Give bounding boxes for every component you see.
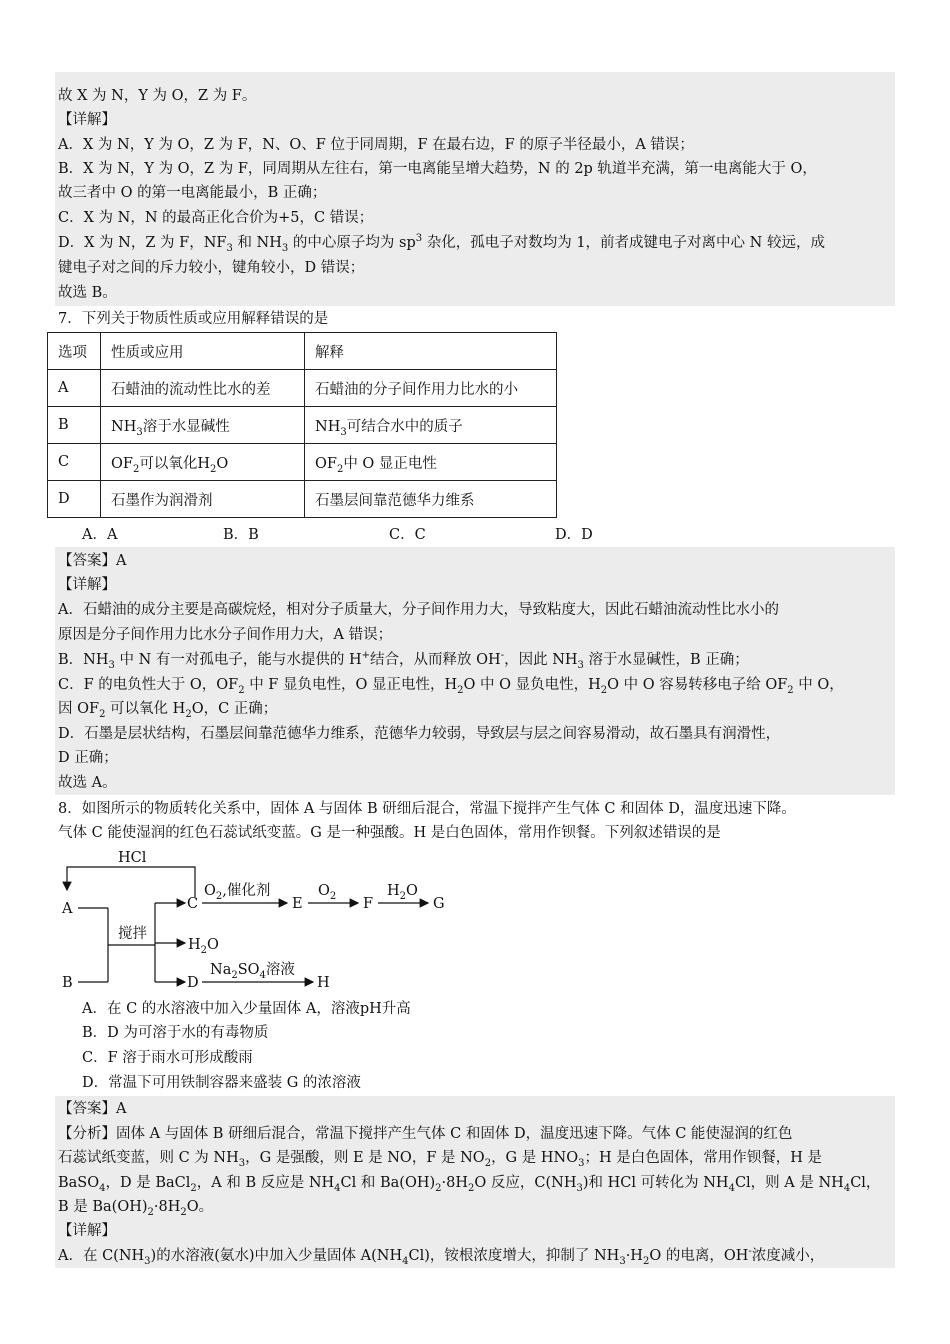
q8-stem-1: 8．如图所示的物质转化关系中，固体 A 与固体 B 研细后混合，常温下搅拌产生气体 C 和固体 D，温度迅速下降。 <box>58 801 796 817</box>
table-row <box>48 407 557 444</box>
prev-solution-line: 故 X 为 N，Y 为 O，Z 为 F。 <box>58 88 257 104</box>
q8-choice-b: B．D 为可溶于水的有毒物质 <box>82 1025 269 1041</box>
node-c: C <box>187 896 199 912</box>
table-row <box>48 444 557 481</box>
q8-choice-d: D．常温下可用铁制容器来盛装 G 的浓溶液 <box>82 1075 361 1091</box>
q7-detail-b: B．$NH_3$ 中 N 有一对孤电子，能与水提供的 H+结合，从而释放 OH-，因此 $NH_3$ 溶于水显碱性，B 正确； <box>58 650 749 671</box>
node-e: E <box>292 896 303 912</box>
table-cell: $OF_2$可以氧化$H_2O$ <box>101 444 305 481</box>
q7-stem: 7．下列关于物质性质或应用解释错误的是 <box>58 311 329 327</box>
table-cell: 石蜡油的分子间作用力比水的小 <box>305 370 557 407</box>
q7-detail-label: 【详解】 <box>58 577 116 593</box>
table-cell: D <box>48 481 101 518</box>
q8-choice-c: C．F 溶于雨水可形成酸雨 <box>82 1050 253 1066</box>
q8-choice-a: A．在 C 的水溶液中加入少量固体 A，溶液pH升高 <box>82 1001 411 1017</box>
q8-analysis-2: 石蕊试纸变蓝，则 C 为 $NH_3$，G 是强酸，则 E 是 NO，F 是 $NO_2$，G 是 $HNO_3$；H 是白色固体，常用作钡餐，H 是 <box>58 1150 822 1169</box>
table-cell: $NH_3$可结合水中的质子 <box>305 407 557 444</box>
node-a: A <box>62 901 73 917</box>
q7-answer: 【答案】A <box>58 553 127 569</box>
node-f: F <box>363 896 374 912</box>
node-h2o: $H_2O$ <box>188 937 219 956</box>
q7-detail-c-2: 因 $OF_2$ 可以氧化 $H_2O$，C 正确； <box>58 701 278 720</box>
hcl-arrow-line <box>67 867 195 897</box>
q7-detail-a-1: A．石蜡油的成分主要是高碳烷烃，相对分子质量大，分子间作用力大，导致粘度大，因此石蜡油流动性比水小的 <box>58 602 779 618</box>
na2so4-label: $Na_2SO_4$溶液 <box>210 962 295 981</box>
table-header-property: 性质或应用 <box>101 333 305 370</box>
q8-detail-label: 【详解】 <box>58 1223 116 1239</box>
prev-option-b-2: 故三者中 O 的第一电离能最小，B 正确； <box>58 185 327 201</box>
table-cell: 石墨层间靠范德华力维系 <box>305 481 557 518</box>
q7-detail-a-2: 原因是分子间作用力比水分子间作用力大，A 错误； <box>58 627 393 643</box>
q8-detail-a: A．在 $C(NH_3)$的水溶液(氨水)中加入少量固体 $A(NH_4Cl)$，铵根浓度增大，抑制了 $NH_3\cdot H_2O$ 的电离，OH-浓度减小， <box>58 1246 825 1267</box>
q7-conclusion: 故选 A。 <box>58 775 117 791</box>
q8-answer: 【答案】A <box>58 1101 127 1117</box>
table-header-option: 选项 <box>48 333 101 370</box>
detail-label: 【详解】 <box>58 112 116 128</box>
q7-detail-d-1: D．石墨是层状结构，石墨层间靠范德华力维系，范德华力较弱，导致层与层之间容易滑动，故石墨具有润滑性， <box>58 726 781 742</box>
prev-conclusion: 故选 B。 <box>58 285 117 301</box>
table-row <box>48 333 557 370</box>
q7-choice-d: D．D <box>555 527 593 543</box>
table-header-explanation: 解释 <box>305 333 557 370</box>
table-row <box>48 370 557 407</box>
table-cell: C <box>48 444 101 481</box>
o2-label: $O_2$ <box>318 883 337 902</box>
prev-option-a: A．X 为 N，Y 为 O，Z 为 F，N、O、F 位于同周期，F 在最右边，F 的原子半径最小，A 错误； <box>58 137 694 153</box>
stir-label: 搅拌 <box>118 926 147 942</box>
table-row <box>48 481 557 518</box>
q7-choice-c: C．C <box>389 527 426 543</box>
q8-analysis-1: 【分析】固体 A 与固体 B 研细后混合，常温下搅拌产生气体 C 和固体 D，温度迅速下降。气体 C 能使湿润的红色 <box>58 1126 793 1142</box>
q7-choice-b: B．B <box>223 527 259 543</box>
table-cell: B <box>48 407 101 444</box>
hcl-label: HCl <box>118 850 147 866</box>
table-cell: A <box>48 370 101 407</box>
node-h: H <box>317 975 330 991</box>
q8-analysis-3: BaSO$_4$，D 是 BaCl$_2$，A 和 B 反应是 $NH_4Cl$ 和 $Ba(OH)_2\cdot 8H_2O$ 反应，$C(NH_3)$和 HCl 可转化为 $NH_4Cl$，则 A 是 $NH_4Cl$， <box>58 1175 881 1194</box>
node-b: B <box>62 975 73 991</box>
prev-option-d-2: 键电子对之间的斥力较小，键角较小，D 错误； <box>58 260 365 276</box>
h2o-label: $H_2O$ <box>387 883 418 902</box>
prev-option-c: C．X 为 N，N 的最高正化合价为+5，C 错误； <box>58 210 374 226</box>
table-cell: 石墨作为润滑剂 <box>101 481 305 518</box>
q7-detail-d-2: D 正确； <box>58 750 118 766</box>
table-cell: 石蜡油的流动性比水的差 <box>101 370 305 407</box>
o2-catalyst-label: $O_2$,催化剂 <box>204 883 271 902</box>
table-cell: $OF_2$中 O 显正电性 <box>305 444 557 481</box>
q7-table <box>47 332 557 518</box>
q8-analysis-4: B 是 $Ba(OH)_2\cdot 8H_2O$。 <box>58 1199 214 1218</box>
node-d: D <box>187 975 199 991</box>
q8-stem-2: 气体 C 能使湿润的红色石蕊试纸变蓝。G 是一种强酸。H 是白色固体，常用作钡餐。下列叙述错误的是 <box>58 825 721 841</box>
prev-option-b-1: B．X 为 N，Y 为 O，Z 为 F，同周期从左往右，第一电离能呈增大趋势，N 的 2p 轨道半充满，第一电离能大于 O， <box>58 161 817 177</box>
node-g: G <box>433 896 445 912</box>
table-cell: $NH_3$溶于水显碱性 <box>101 407 305 444</box>
q7-choice-a: A．A <box>82 527 118 543</box>
q8-conversion-diagram <box>50 845 470 995</box>
prev-option-d-1: D．X 为 N，Z 为 F，$NF_3$ 和 $NH_3$ 的中心原子均为 $sp^3$ 杂化，孤电子对数均为 1，前者成键电子对离中心 N 较远，成 <box>58 233 825 254</box>
q7-detail-c-1: C．F 的电负性大于 O，$OF_2$ 中 F 显负电性，O 显正电性，$H_2O$ 中 O 显负电性，$H_2O$ 中 O 容易转移电子给 $OF_2$ 中 O， <box>58 677 844 696</box>
